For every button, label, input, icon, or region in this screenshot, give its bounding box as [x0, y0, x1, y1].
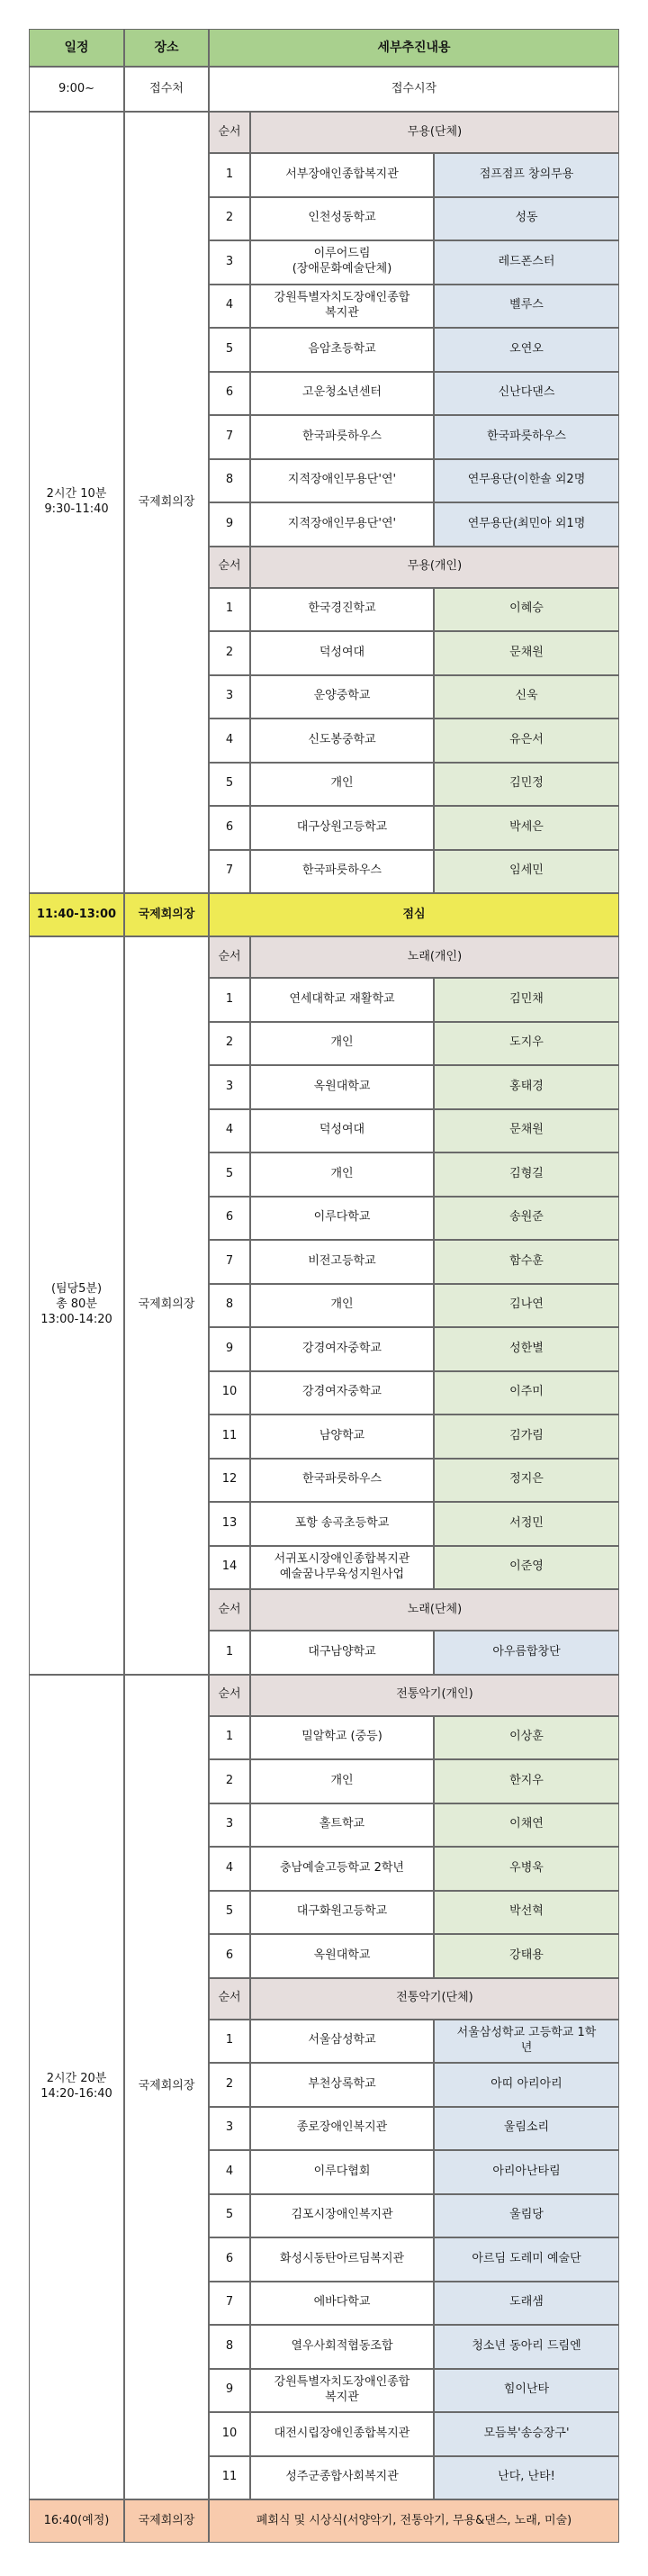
row-number: 10 — [209, 1371, 250, 1415]
row-number: 1 — [209, 588, 250, 632]
row-team-name: 홍태경 — [434, 1065, 619, 1109]
section-title: 전통악기(개인) — [250, 1675, 619, 1716]
row-organization: 덕성여대 — [250, 1109, 434, 1153]
row-team-name: 임세민 — [434, 850, 619, 894]
row-team-name: 모듬북'송승장구' — [434, 2412, 619, 2456]
row-number: 4 — [209, 2150, 250, 2194]
row-organization: 인천성동학교 — [250, 197, 434, 241]
row-organization: 음암초등학교 — [250, 328, 434, 372]
row-team-name: 울림당 — [434, 2194, 619, 2238]
row-team-name: 이주미 — [434, 1371, 619, 1415]
row-organization: 개인 — [250, 1152, 434, 1197]
row-number: 7 — [209, 2282, 250, 2326]
order-column-header: 순서 — [209, 1978, 250, 2020]
row-number: 3 — [209, 675, 250, 719]
row-organization: 신도봉중학교 — [250, 719, 434, 763]
row-team-name: 연무용단(최민아 외1명 — [434, 502, 619, 547]
block-place: 국제회의장 — [124, 1675, 209, 2500]
row-team-name: 도래샘 — [434, 2282, 619, 2326]
row-organization: 운양중학교 — [250, 675, 434, 719]
row-number: 8 — [209, 459, 250, 503]
row-team-name: 레드폰스터 — [434, 240, 619, 285]
row-organization: 연세대학교 재활학교 — [250, 978, 434, 1022]
row-number: 7 — [209, 415, 250, 459]
row-team-name: 박세은 — [434, 806, 619, 850]
block-time: 2시간 10분 9:30-11:40 — [29, 112, 124, 893]
section-title: 전통악기(단체) — [250, 1978, 619, 2020]
row-organization: 비전고등학교 — [250, 1240, 434, 1284]
row-organization: 성주군종합사회복지관 — [250, 2456, 434, 2500]
row-number: 6 — [209, 1197, 250, 1241]
reception-time: 9:00~ — [29, 67, 124, 112]
row-team-name: 이준영 — [434, 1546, 619, 1590]
row-team-name: 강태용 — [434, 1934, 619, 1978]
row-organization: 대구상원고등학교 — [250, 806, 434, 850]
row-number: 5 — [209, 328, 250, 372]
row-organization: 충남예술고등학교 2학년 — [250, 1847, 434, 1891]
row-number: 1 — [209, 1716, 250, 1760]
row-organization: 옥원대학교 — [250, 1065, 434, 1109]
row-organization: 종로장애인복지관 — [250, 2107, 434, 2151]
row-organization: 포항 송곡초등학교 — [250, 1502, 434, 1546]
row-organization: 이루다학교 — [250, 1197, 434, 1241]
row-team-name: 정지은 — [434, 1459, 619, 1503]
block-place: 국제회의장 — [124, 936, 209, 1675]
row-number: 6 — [209, 806, 250, 850]
row-number: 9 — [209, 502, 250, 547]
row-organization: 개인 — [250, 1759, 434, 1803]
row-number: 4 — [209, 1109, 250, 1153]
row-number: 4 — [209, 719, 250, 763]
row-team-name: 신욱 — [434, 675, 619, 719]
row-team-name: 신난다댄스 — [434, 372, 619, 416]
row-number: 1 — [209, 978, 250, 1022]
row-organization: 한국경진학교 — [250, 588, 434, 632]
row-organization: 밀알학교 (중등) — [250, 1716, 434, 1760]
row-organization: 서부장애인종합복지관 — [250, 153, 434, 197]
row-team-name: 난다, 난타! — [434, 2456, 619, 2500]
row-team-name: 김가림 — [434, 1415, 619, 1459]
row-organization: 김포시장애인복지관 — [250, 2194, 434, 2238]
row-team-name: 힘이난타 — [434, 2369, 619, 2413]
row-organization: 화성시동탄아르딤복지관 — [250, 2237, 434, 2282]
row-team-name: 박선혁 — [434, 1891, 619, 1935]
row-organization: 이루다협회 — [250, 2150, 434, 2194]
reception-content: 접수시작 — [209, 67, 619, 112]
row-team-name: 성한별 — [434, 1327, 619, 1371]
row-team-name: 김나연 — [434, 1284, 619, 1328]
row-number: 3 — [209, 240, 250, 285]
row-organization: 남양학교 — [250, 1415, 434, 1459]
row-organization: 지적장애인무용단'연' — [250, 502, 434, 547]
row-organization: 한국파릇하우스 — [250, 850, 434, 894]
row-number: 6 — [209, 2237, 250, 2282]
row-organization: 옥원대학교 — [250, 1934, 434, 1978]
order-column-header: 순서 — [209, 547, 250, 588]
row-team-name: 우병욱 — [434, 1847, 619, 1891]
row-number: 6 — [209, 1934, 250, 1978]
row-team-name: 송원준 — [434, 1197, 619, 1241]
row-number: 2 — [209, 2063, 250, 2107]
row-team-name: 이채연 — [434, 1803, 619, 1848]
block-time: 2시간 20분 14:20-16:40 — [29, 1675, 124, 2500]
row-team-name: 점프점프 창의무용 — [434, 153, 619, 197]
row-organization: 지적장애인무용단'연' — [250, 459, 434, 503]
row-team-name: 김민채 — [434, 978, 619, 1022]
row-team-name: 서정민 — [434, 1502, 619, 1546]
section-title: 무용(단체) — [250, 112, 619, 153]
row-team-name: 김형길 — [434, 1152, 619, 1197]
row-team-name: 함수훈 — [434, 1240, 619, 1284]
row-team-name: 아르딤 도레미 예술단 — [434, 2237, 619, 2282]
row-number: 10 — [209, 2412, 250, 2456]
row-team-name: 서울삼성학교 고등학교 1학 년 — [434, 2020, 619, 2064]
row-team-name: 아띠 아리아리 — [434, 2063, 619, 2107]
row-organization: 이루어드림 (장애문화예술단체) — [250, 240, 434, 285]
row-number: 8 — [209, 1284, 250, 1328]
row-number: 5 — [209, 1152, 250, 1197]
row-team-name: 한국파릇하우스 — [434, 415, 619, 459]
row-number: 3 — [209, 1803, 250, 1848]
header-details: 세부추진내용 — [209, 29, 619, 67]
row-team-name: 문채원 — [434, 1109, 619, 1153]
row-team-name: 도지우 — [434, 1022, 619, 1066]
row-number: 13 — [209, 1502, 250, 1546]
row-number: 9 — [209, 1327, 250, 1371]
row-organization: 강원특별자치도장애인종합 복지관 — [250, 2369, 434, 2413]
section-title: 노래(단체) — [250, 1589, 619, 1631]
block-time: (팀당5분) 총 80분 13:00-14:20 — [29, 936, 124, 1675]
closing-content: 폐회식 및 시상식(서양악기, 전통악기, 무용&댄스, 노래, 미술) — [209, 2499, 619, 2543]
row-team-name: 이상훈 — [434, 1716, 619, 1760]
order-column-header: 순서 — [209, 1675, 250, 1716]
row-organization: 한국파릇하우스 — [250, 1459, 434, 1503]
row-team-name: 김민정 — [434, 763, 619, 807]
row-number: 1 — [209, 153, 250, 197]
row-number: 2 — [209, 631, 250, 675]
block-place: 국제회의장 — [124, 112, 209, 893]
row-number: 4 — [209, 285, 250, 329]
row-team-name: 문채원 — [434, 631, 619, 675]
lunch-content: 점심 — [209, 893, 619, 936]
row-number: 3 — [209, 2107, 250, 2151]
row-number: 4 — [209, 1847, 250, 1891]
row-team-name: 아우름합창단 — [434, 1631, 619, 1675]
row-number: 7 — [209, 850, 250, 894]
order-column-header: 순서 — [209, 936, 250, 978]
order-column-header: 순서 — [209, 1589, 250, 1631]
row-organization: 강경여자중학교 — [250, 1327, 434, 1371]
row-organization: 개인 — [250, 1022, 434, 1066]
row-team-name: 한지우 — [434, 1759, 619, 1803]
row-organization: 한국파릇하우스 — [250, 415, 434, 459]
header-place: 장소 — [124, 29, 209, 67]
section-title: 무용(개인) — [250, 547, 619, 588]
row-team-name: 연무용단(이한솔 외2명 — [434, 459, 619, 503]
row-organization: 대전시립장애인종합복지관 — [250, 2412, 434, 2456]
row-number: 6 — [209, 372, 250, 416]
row-organization: 덕성여대 — [250, 631, 434, 675]
row-organization: 서귀포시장애인종합복지관 예술꿈나무육성지원사업 — [250, 1546, 434, 1590]
row-organization: 열우사회적협동조합 — [250, 2325, 434, 2369]
row-number: 5 — [209, 2194, 250, 2238]
row-number: 9 — [209, 2369, 250, 2413]
row-number: 1 — [209, 1631, 250, 1675]
row-organization: 개인 — [250, 1284, 434, 1328]
row-team-name: 오연오 — [434, 328, 619, 372]
row-organization: 에바다학교 — [250, 2282, 434, 2326]
row-team-name: 성동 — [434, 197, 619, 241]
row-organization: 대구화원고등학교 — [250, 1891, 434, 1935]
row-organization: 개인 — [250, 763, 434, 807]
row-team-name: 벨루스 — [434, 285, 619, 329]
row-organization: 서울삼성학교 — [250, 2020, 434, 2064]
lunch-time: 11:40-13:00 — [29, 893, 124, 936]
row-organization: 강원특별자치도장애인종합 복지관 — [250, 285, 434, 329]
header-schedule: 일정 — [29, 29, 124, 67]
closing-place: 국제회의장 — [124, 2499, 209, 2543]
section-title: 노래(개인) — [250, 936, 619, 978]
row-team-name: 유은서 — [434, 719, 619, 763]
row-number: 2 — [209, 1759, 250, 1803]
row-organization: 고운청소년센터 — [250, 372, 434, 416]
row-number: 3 — [209, 1065, 250, 1109]
lunch-place: 국제회의장 — [124, 893, 209, 936]
row-number: 7 — [209, 1240, 250, 1284]
row-team-name: 아리아난타림 — [434, 2150, 619, 2194]
row-organization: 부천상록학교 — [250, 2063, 434, 2107]
row-team-name: 울림소리 — [434, 2107, 619, 2151]
row-team-name: 청소년 동아리 드림엔 — [434, 2325, 619, 2369]
row-number: 5 — [209, 1891, 250, 1935]
order-column-header: 순서 — [209, 112, 250, 153]
row-organization: 강경여자중학교 — [250, 1371, 434, 1415]
closing-time: 16:40(예정) — [29, 2499, 124, 2543]
row-number: 11 — [209, 2456, 250, 2500]
row-number: 8 — [209, 2325, 250, 2369]
row-number: 14 — [209, 1546, 250, 1590]
reception-place: 접수처 — [124, 67, 209, 112]
row-number: 12 — [209, 1459, 250, 1503]
row-number: 5 — [209, 763, 250, 807]
row-number: 1 — [209, 2020, 250, 2064]
row-number: 11 — [209, 1415, 250, 1459]
row-team-name: 이혜승 — [434, 588, 619, 632]
row-number: 2 — [209, 197, 250, 241]
row-number: 2 — [209, 1022, 250, 1066]
row-organization: 홀트학교 — [250, 1803, 434, 1848]
row-organization: 대구남양학교 — [250, 1631, 434, 1675]
